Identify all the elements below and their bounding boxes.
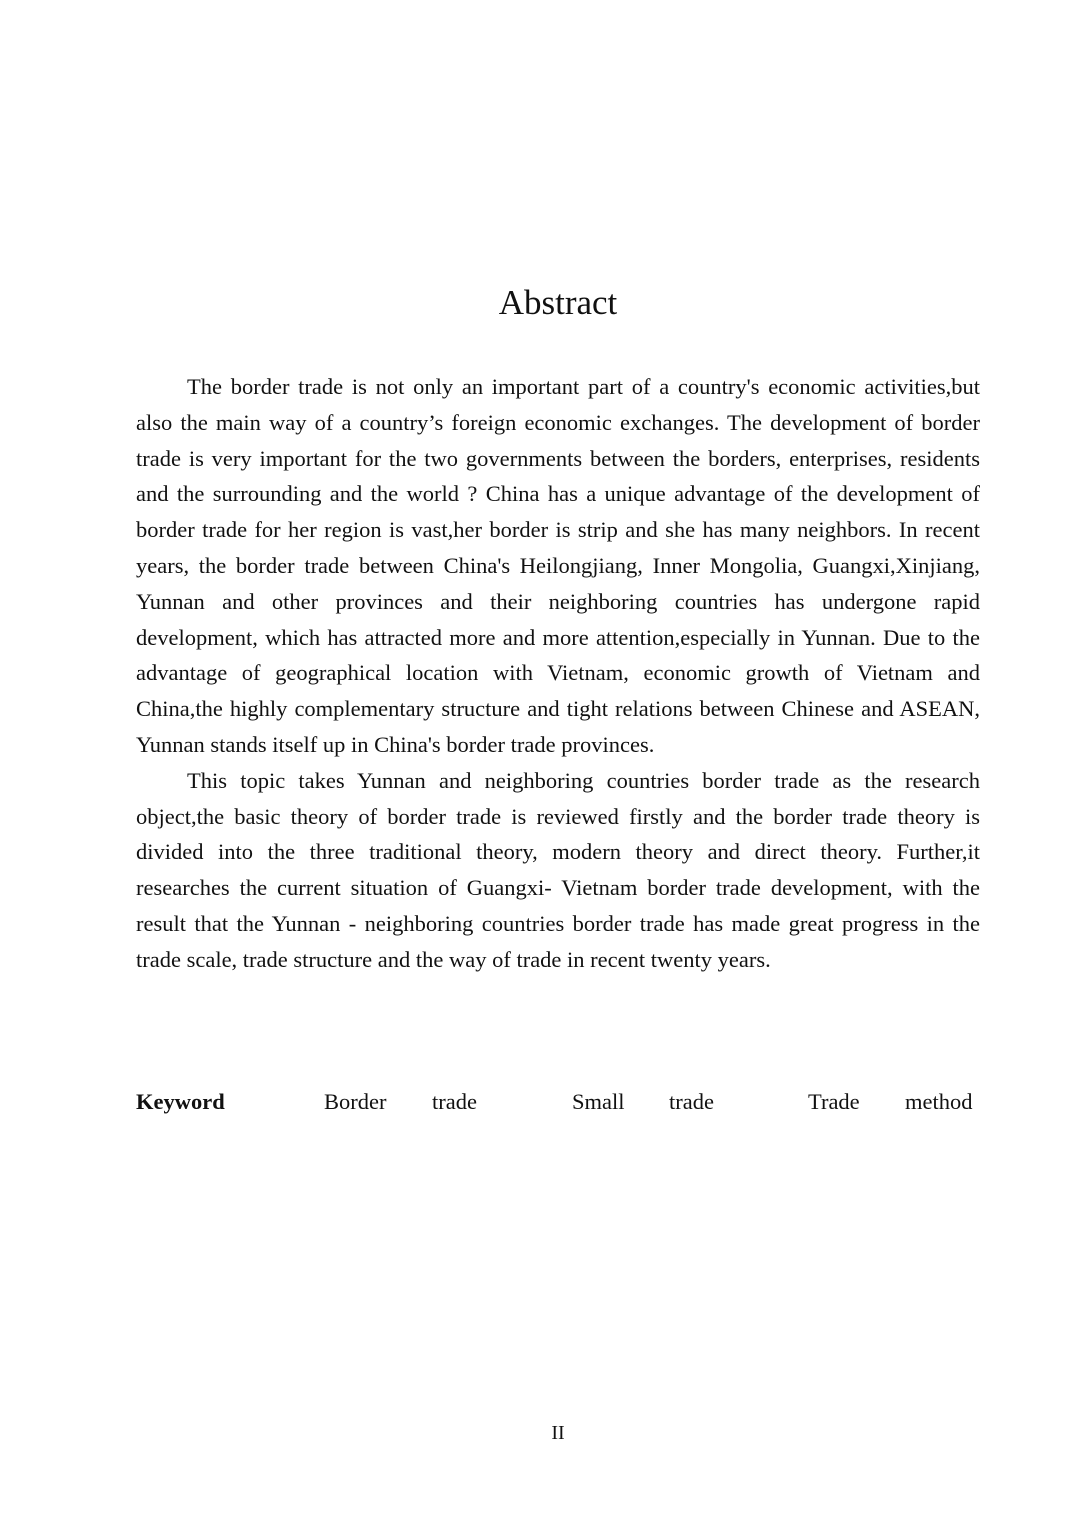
abstract-paragraph-1: The border trade is not only an important part of a country's economic activities,but also the main way of a country’s foreign economic exchanges. The development of border trade is very important for the two governments between the borders, enterprises, residents and the surrounding and the world ? China has a unique advantage of the development of border trade for her region is vast,her border is strip and she has many neighbors. In recent years, the border trade between China's Heilongjiang, Inner Mongolia, Guangxi,Xinjiang, Yunnan and other provinces and their neighboring countries has undergone rapid development, which has attracted more and more attention,especially in Yunnan. Due to the advantage of geographical location with Vietnam, economic growth of Vietnam and China,the highly complementary structure and tight relations between Chinese and ASEAN, Yunnan stands itself up in China's border trade provinces. [136,374,980,757]
page-title: Abstract [498,283,618,322]
keywords-line [136,1084,980,1120]
page-number: II [551,1422,565,1444]
keyword-word: trade [669,1089,714,1114]
keyword-label: Keyword [136,1089,225,1114]
keyword-word: Small [572,1089,625,1114]
keyword-word: trade [432,1089,477,1114]
abstract-body [136,369,980,978]
keyword-word: Trade [808,1089,860,1114]
abstract-paragraph-2: This topic takes Yunnan and neighboring countries border trade as the research object,the basic theory of border trade is reviewed firstly and the border trade theory is divided into the three traditional theory, modern theory and direct theory. Further,it researches the current situation of Guangxi- Vietnam border trade development, with the result that the Yunnan - neighboring countries border trade has made great progress in the trade scale, trade structure and the way of trade in recent twenty years. [136,767,980,972]
keyword-word: Border [324,1089,387,1114]
keyword-word: method [905,1089,973,1114]
